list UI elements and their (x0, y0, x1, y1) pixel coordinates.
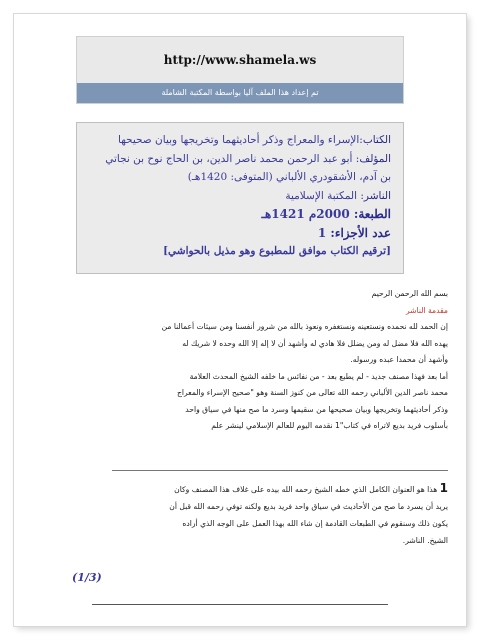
edition-label: الطبعة: (353, 207, 391, 221)
footnote-line: يكون ذلك وسنقوم في الطبعات القادمة إن شاء الله بهذا العمل على الوجه الذي أراده (182, 519, 448, 528)
parts-label: عدد الأجزاء: (330, 225, 391, 240)
book-info-box (76, 122, 404, 274)
footnote-separator (112, 470, 448, 471)
author-label: المؤلف: (355, 152, 391, 165)
footnote-line: الشيخ. الناشر. (402, 536, 448, 545)
bottom-rule (92, 604, 388, 605)
parts-value: 1 (317, 225, 327, 240)
document-page (14, 14, 466, 626)
footnote-line: يريد أن يسرد ما صح من الأحاديث في سياق واحد فريد بديع ولكنه توفي رحمه الله قبل أن (169, 502, 448, 511)
paragraph-line: وأشهد أن محمدا عبده ورسوله. (350, 355, 448, 364)
numbering-note: [ترقيم الكتاب موافق للمطبوع وهو مذيل بالحواشي] (163, 245, 391, 257)
book-title-line (87, 131, 391, 150)
basmala: بسم الله الرحمن الرحيم (371, 289, 448, 298)
section-title: مقدمة الناشر (405, 305, 448, 315)
edition-line (87, 205, 391, 224)
publisher-line (87, 187, 391, 206)
paragraph-line: يهده الله فلا مضل له ومن يضلل فلا هادي له وأشهد أن لا إله إلا الله وحده لا شريك له (182, 338, 448, 348)
book-label: الكتاب: (359, 134, 391, 146)
publisher-label: الناشر: (360, 189, 391, 202)
paragraph-line: محمد ناصر الدين الألباني رحمه الله تعالى من كنوز السنة وهو "صحيح الإسراء والمعراج (176, 388, 448, 397)
paragraph-line: بأسلوب فريد بديع لاتراه في كتاب"1 نقدمه اليوم للعالم الإسلامي لينشر علم (211, 421, 448, 430)
author-line-2: بن آدم، الأشقودري الألباني (المتوفى: 1420هـ) (187, 171, 391, 183)
author-line-1 (87, 150, 391, 169)
author-name: أبو عبد الرحمن محمد ناصر الدين، بن الحاج نوح بن نجاتي (105, 152, 353, 165)
shamela-header (76, 36, 404, 104)
book-title: الإسراء والمعراج وذكر أحاديثهما وتخريجها وبيان صحيحها (118, 134, 360, 146)
paragraph-line: أما بعد فهذا مصنف جديد - لم يطبع بعد - من نفائس ما خلفه الشيخ المحدث العلامة (189, 371, 448, 381)
footnote-text: هذا هو العنوان الكامل الذي خطه الشيخ رحمه الله بيده على غلاف هذا المصنف وكان (174, 485, 438, 494)
paragraph-line: إن الحمد لله نحمده ونستعينه ونستغفره ونعوذ بالله من شرور أنفسنا ومن سيئات أعمالنا من (161, 322, 448, 331)
paragraph-line: وذكر أحاديثهما وتخريجها وبيان صحيحها من سقيمها وسرد ما صح منها في سياق واحد (185, 404, 448, 414)
footnote-line (32, 480, 448, 498)
main-text (32, 286, 448, 435)
publisher-name: المكتبة الإسلامية (285, 189, 358, 202)
page-number: (1/3) (72, 571, 102, 584)
parts-line (87, 224, 391, 243)
website-url[interactable]: http://www.shamela.ws (163, 53, 317, 67)
footnote (32, 480, 448, 549)
edition-value: 2000م 1421هـ (261, 207, 350, 221)
header-note: تم إعداد هذا الملف آليا بواسطة المكتبة الشاملة (77, 83, 403, 103)
footnote-number: 1 (439, 481, 448, 495)
